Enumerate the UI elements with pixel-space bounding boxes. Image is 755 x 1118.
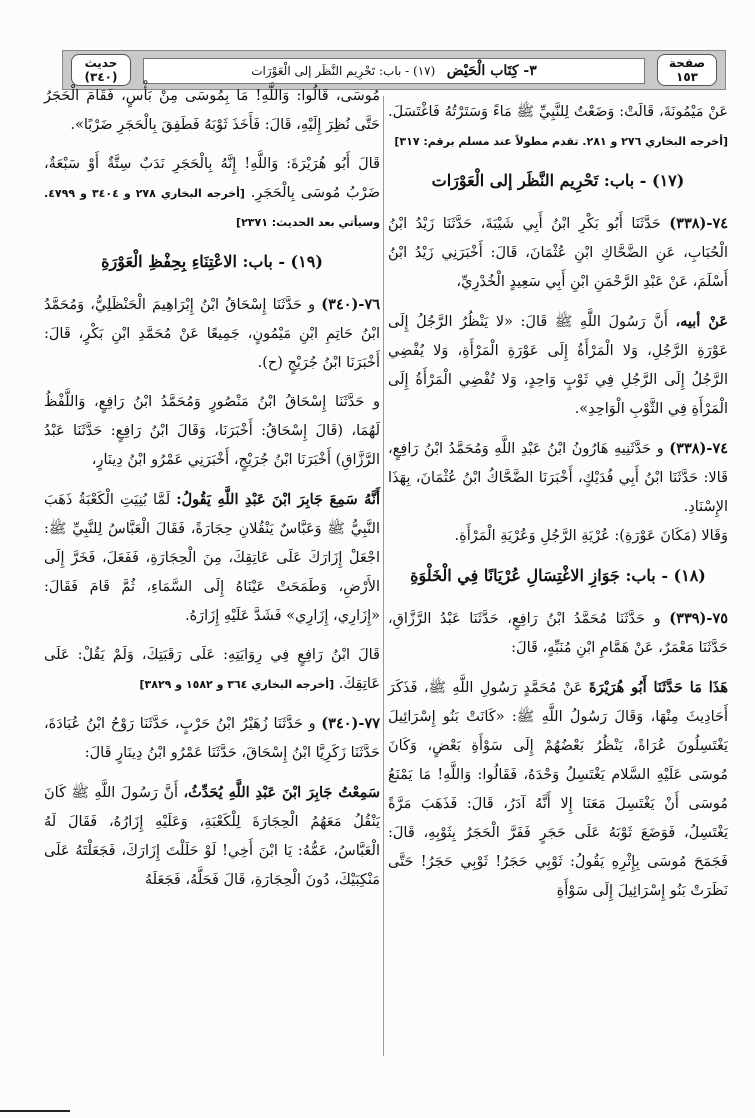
hadith-74-body: عَنْ أبيه، أَنَّ رَسُولَ اللَّهِ ﷺ قَالَ: «لا يَنْظُرُ الرَّجُلُ إِلَى عَوْرَةِ الرَّجُلِ، وَلا الْمَرْأَةُ إِلَى عَوْرَةِ الْمَرْأَةِ، وَلا يُفْضِي الرَّجُلُ إِلَى الرَّجُلِ فِي ثَوْبٍ وَاحِدٍ، وَلا تُفْضِي الْمَرْأَةُ إِلَى الْمَرْأَةِ فِي الثَّوْبِ الْوَاحِدِ». <box>388 313 729 417</box>
hadith-74b-note: وَقَالا (مَكَانَ عَوْرَةِ): عُرْيَةِ الرَّجُلِ وَعُرْيَةِ الْمَرْأَةِ. <box>454 528 728 544</box>
hadith-77-body: سَمِعْتُ جَابِرَ ابْنَ عَبْدِ اللَّهِ يُحَدِّثُ، أَنَّ رَسُولَ اللَّهِ ﷺ كَانَ يَنْقُلُ مَعَهُمُ الْحِجَارَةَ لِلْكَعْبَةِ، وَعَلَيْهِ إِزَارُهُ، فَقَالَ لَهُ الْعَبَّاسُ، عَمُّهُ: يَا ابْنَ أَخِي! لَوْ حَلَلْتَ إِزَارَكَ، فَجَعَلْتَهُ عَلَى مَنْكِبَيْكَ، دُونَ الْحِجَارَةِ، قَالَ فَحَلَّهُ، فَجَعَلَهُ <box>44 784 380 888</box>
book-title: ٣- كِتَاب الْحَيْض <box>446 63 537 79</box>
page-label: صفحة <box>668 56 706 70</box>
hadith-77: ٧٧-(٣٤٠) و حَدَّثَنَا زُهَيْرُ ابْنُ حَرْبٍ، حَدَّثَنَا رَوْحُ ابْنُ عُبَادَةَ، حَدَّثَنَا زَكَرِيَّا ابْنُ إِسْحَاقَ، حَدَّثَنَا عَمْرُو ابْنُ دِينَارٍ قَالَ: <box>44 715 381 761</box>
chapter-heading: (١٩) - باب: الاعْتِنَاءِ بِحِفْظِ الْعَوْرَةِ <box>101 252 323 271</box>
hadith-74: ٧٤-(٣٣٨) حَدَّثَنَا أَبُو بَكْرِ ابْنُ أَبِي شَيْبَةَ، حَدَّثَنَا زَيْدُ ابْنُ الْحُبَابِ، عَنِ الضَّحَّاكِ ابْنِ عُثْمَانَ، قَالَ: أَخْبَرَنِي زَيْدُ ابْنُ أَسْلَمَ، عَنْ عَبْدِ الرَّحْمَنِ ابْنِ أَبِي سَعِيدٍ الْخُدْرِيِّ، <box>388 215 729 290</box>
hadith-76-note: قَالَ ابْنُ رَافِعٍ فِي رِوَايَتِهِ: عَلَى رَقَبَتِكَ، وَلَمْ يَقُلْ: عَلَى عَاتِقِكَ. [أخرجه البخاري ٣٦٤ و ١٥٨٢ و ٣٨٢٩] <box>44 647 380 692</box>
hadith-range: (٣٤٠) <box>84 70 118 84</box>
left-column <box>44 82 380 905</box>
paragraph: قَالَ أَبُو هُرَيْرَةَ: وَاللَّهِ! إِنَّهُ بِالْحَجَرِ نَدَبٌ سِتَّةٌ أَوْ سَبْعَةٌ، ضَرْبُ مُوسَى بِالْحَجَرِ. [أخرجه البخاري ٢٧٨ و ٣٤٠٤ و ٤٧٩٩. وسيأتي بعد الحديث: ٢٣٧١] <box>44 156 381 229</box>
hadith-75-body: هَذَا مَا حَدَّثَنَا أَبُو هُرَيْرَةَ عَنْ مُحَمَّدٍ رَسُولِ اللَّهِ ﷺ، فَذَكَرَ أَحَادِيثَ مِنْهَا، وَقَالَ رَسُولُ اللَّهِ ﷺ: «كَانَتْ بَنُو إِسْرَائِيلَ يَغْتَسِلُونَ عُرَاةً، يَنْظُرُ بَعْضُهُمْ إِلَى سَوْأَةِ بَعْضٍ، وَكَانَ مُوسَى عَلَيْهِ السَّلام يَغْتَسِلُ وَحْدَهُ، فَقَالُوا: وَاللَّهِ! مَا يَمْنَعُ مُوسَى أَنْ يَغْتَسِلَ مَعَنَا إِلا أَنَّهُ آدَرُ، قَالَ: فَذَهَبَ مَرَّةً يَغْتَسِلُ، فَوَضَعَ ثَوْبَهُ عَلَى حَجَرٍ فَفَرَّ الْحَجَرُ بِثَوْبِهِ، قَالَ: فَجَمَحَ مُوسَى بِإِثْرِهِ يَقُولُ: ثَوْبِي حَجَرُ! ثَوْبِي حَجَرُ! حَتَّى نَظَرَتْ بَنُو إِسْرَائِيلَ إِلَى سَوْأَةِ <box>388 679 728 899</box>
paragraph: مُوسَى، قَالُوا: وَاللَّهِ! مَا بِمُوسَى مِنْ بَأْسٍ، فَقَامَ الْحَجَرُ حَتَّى نُظِرَ إِلَيْهِ، قَالَ: فَأَخَذَ ثَوْبَهُ فَطَفِقَ بِالْحَجَرِ ضَرْبًا». <box>44 88 380 133</box>
hadith-76: ٧٦-(٣٤٠) و حَدَّثَنَا إِسْحَاقُ ابْنُ إِبْرَاهِيمَ الْحَنْظَلِيُّ، وَمُحَمَّدُ ابْنُ حَاتِمِ ابْنِ مَيْمُونٍ، جَمِيعًا عَنْ مُحَمَّدِ ابْنِ بَكْرٍ، قَالَ: أَخْبَرَنَا ابْنُ جُرَيْجٍ (ح). <box>44 296 381 371</box>
column-divider <box>383 96 384 1056</box>
source-note: [أخرجه البخاري ٣٦٤ و ١٥٨٢ و ٣٨٢٩] <box>139 678 335 691</box>
bottom-rule <box>0 1110 70 1112</box>
chapter-reference: (١٧) - باب: تَحْرِيم النَّظَر إلى الْعَوْرَات <box>251 64 436 78</box>
page-number-box <box>657 54 717 86</box>
chapter-heading: (١٧) - باب: تَحْرِيم النَّظَر إلى الْعَوْرَات <box>431 171 685 190</box>
source-note: [أخرجه البخاري ٢٧٨ و ٣٤٠٤ و ٤٧٩٩. وسيأتي بعد الحديث: ٢٣٧١] <box>44 187 380 229</box>
chapter-heading: (١٨) - باب: جَوَازِ الاغْتِسَالِ عُرْيَانًا فِي الْخَلْوَةِ <box>410 566 706 585</box>
hadith-label: حديث <box>84 56 118 70</box>
hadith-number: ٧٧-(٣٤٠) <box>321 715 381 732</box>
running-title <box>143 58 645 84</box>
hadith-number: ٧٤-(٣٣٨) <box>669 215 729 232</box>
hadith-number: ٧٦-(٣٤٠) <box>321 296 381 313</box>
hadith-number: ٧٤-(٣٣٨) <box>669 440 729 457</box>
source-note: [أخرجه البخاري ٢٧٦ و ٢٨١. تقدم مطولاً عند مسلم برقم: ٣١٧] <box>394 135 728 148</box>
hadith-76-body: أَنَّهُ سَمِعَ جَابِرَ ابْنَ عَبْدِ اللَّهِ يَقُولُ: لَمَّا بُنِيَتِ الْكَعْبَةُ ذَهَبَ النَّبِيُّ ﷺ وَعَبَّاسٌ يَنْقُلانِ حِجَارَةً، فَقَالَ الْعَبَّاسُ لِلنَّبِيِّ ﷺ: اجْعَلْ إِزَارَكَ عَلَى عَاتِقِكَ، مِنَ الْحِجَارَةِ، فَفَعَلَ، فَخَرَّ إِلَى الأَرْضِ، وَطَمَحَتْ عَيْنَاهُ إِلَى السَّمَاءِ، ثُمَّ قَامَ فَقَالَ: «إِزَارِي، إِزَارِي» فَشَدَّ عَلَيْهِ إِزَارَهُ. <box>44 491 380 624</box>
hadith-75: ٧٥-(٣٣٩) و حَدَّثَنَا مُحَمَّدُ ابْنُ رَافِعٍ، حَدَّثَنَا عَبْدُ الرَّزَّاقِ، حَدَّثَنَا مَعْمَرٌ، عَنْ هَمَّامِ ابْنِ مُنَبِّهٍ، قَالَ: <box>388 610 729 656</box>
paragraph: عَنْ مَيْمُونَةَ، قَالَتْ: وَضَعْتُ لِلنَّبِيِّ ﷺ مَاءً وَسَتَرْتُهُ فَاغْتَسَلَ. [أخرجه البخاري ٢٧٦ و ٢٨١. تقدم مطولاً عند مسلم برقم: ٣١٧] <box>388 104 728 148</box>
right-column <box>388 98 728 916</box>
hadith-76-chain: و حَدَّثَنَا إِسْحَاقُ ابْنُ مَنْصُورٍ وَمُحَمَّدُ ابْنُ رَافِعٍ، وَاللَّفْظُ لَهُمَا، (قَالَ إِسْحَاقُ: أَخْبَرَنَا، وَقَالَ ابْنُ رَافِعٍ: حَدَّثَنَا عَبْدُ الرَّزَّاقِ) أَخْبَرَنَا ابْنُ جُرَيْجٍ، أَخْبَرَنِي عَمْرُو ابْنُ دِينَارٍ، <box>44 394 380 468</box>
hadith-number: ٧٥-(٣٣٩) <box>669 610 729 627</box>
hadith-74b: ٧٤-(٣٣٨) و حَدَّثَنِيهِ هَارُونُ ابْنُ عَبْدِ اللَّهِ وَمُحَمَّدُ ابْنُ رَافِعٍ، قَالا: حَدَّثَنَا ابْنُ أَبِي فُدَيْكٍ، أَخْبَرَنَا الضَّحَّاكُ ابْنُ عُثْمَانَ، بِهَذَا الإِسْنَادِ. <box>388 440 729 515</box>
page-number: ١٥٣ <box>676 70 698 84</box>
